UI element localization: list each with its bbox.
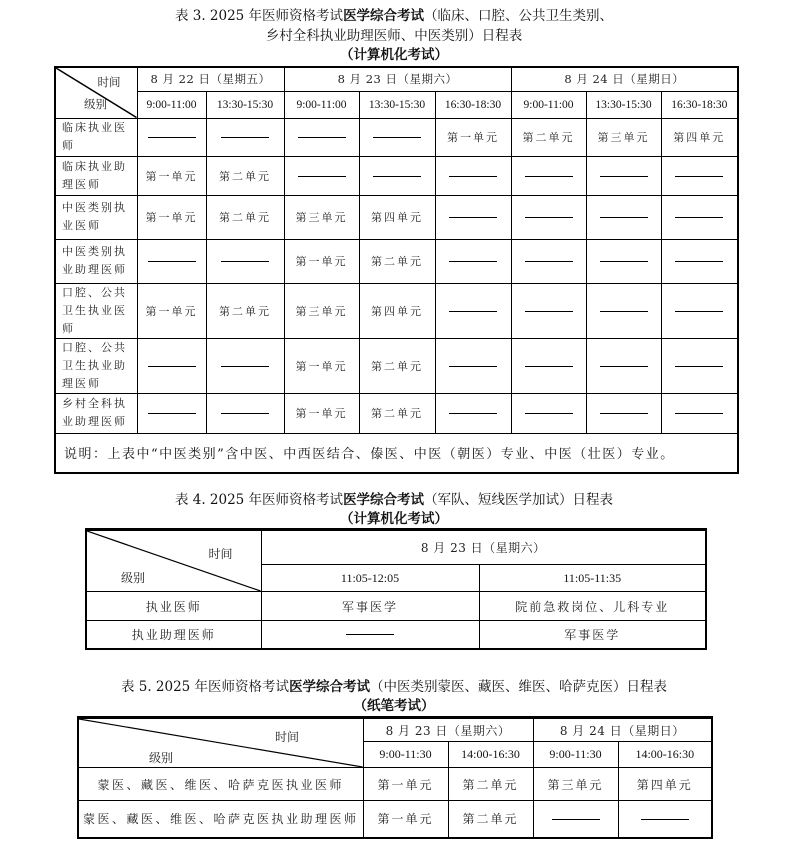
table4: [85, 528, 707, 650]
schedule-cell-empty: [206, 338, 284, 393]
dash-placeholder: [525, 217, 573, 218]
date-header: 8 月 23 日（星期六）: [363, 718, 533, 742]
schedule-cell-empty: [511, 239, 586, 283]
corner-level-label: 级别: [121, 571, 146, 585]
schedule-cell: 第一单元: [435, 118, 511, 156]
schedule-cell: 军事医学: [261, 592, 479, 621]
schedule-cell-empty: [661, 338, 738, 393]
dash-placeholder: [449, 217, 497, 218]
schedule-cell: 第一单元: [284, 393, 359, 433]
dash-placeholder: [675, 366, 723, 367]
schedule-cell-empty: [586, 283, 661, 338]
table4-corner-header: [86, 530, 261, 592]
schedule-cell-empty: [661, 195, 738, 239]
dash-placeholder: [221, 366, 269, 367]
table-row: [86, 621, 706, 649]
schedule-cell: 第二单元: [206, 283, 284, 338]
corner-time-label: 时间: [97, 75, 121, 89]
time-slot: 13:30-15:30: [359, 91, 435, 118]
dash-placeholder: [525, 311, 573, 312]
dash-placeholder: [298, 137, 346, 138]
schedule-cell-empty: [511, 393, 586, 433]
dash-placeholder: [148, 137, 196, 138]
schedule-cell: 第二单元: [359, 338, 435, 393]
schedule-cell-empty: [137, 393, 206, 433]
dash-placeholder: [148, 413, 196, 414]
row-label: 乡村全科执业助理医师: [55, 393, 137, 433]
date-header: 8 月 23 日（星期六）: [261, 530, 706, 565]
dash-placeholder: [600, 261, 648, 262]
time-slot: 9:00-11:30: [363, 742, 448, 768]
schedule-cell-empty: [359, 118, 435, 156]
schedule-cell: 第四单元: [359, 283, 435, 338]
row-label: 中医类别执业助理医师: [55, 239, 137, 283]
table5-corner-header: [78, 718, 363, 768]
corner-level-label: 级别: [149, 751, 174, 765]
table5-subtitle: （纸笔考试）: [353, 698, 435, 714]
table-row: [55, 283, 738, 338]
time-slot: 9:00-11:00: [137, 91, 206, 118]
time-slot: 11:05-11:35: [479, 565, 706, 592]
table4-caption-prefix: 表 4. 2025 年医师资格考试: [174, 492, 344, 508]
schedule-cell-empty: [511, 283, 586, 338]
schedule-cell: 第二单元: [359, 393, 435, 433]
table3-caption: [0, 7, 788, 25]
schedule-cell-empty: [284, 118, 359, 156]
schedule-cell: 第三单元: [586, 118, 661, 156]
table-row: [55, 393, 738, 433]
schedule-cell-empty: [661, 156, 738, 195]
dash-placeholder: [675, 261, 723, 262]
schedule-cell-empty: [435, 338, 511, 393]
schedule-cell: 第二单元: [206, 195, 284, 239]
dash-placeholder: [675, 311, 723, 312]
table4-caption-bold: 医学综合考试: [343, 492, 425, 508]
dash-placeholder: [298, 176, 346, 177]
table-row: [78, 768, 712, 801]
schedule-cell: 第二单元: [206, 156, 284, 195]
dash-placeholder: [148, 366, 196, 367]
schedule-cell-empty: [206, 118, 284, 156]
schedule-cell-empty: [435, 156, 511, 195]
schedule-cell: 第一单元: [137, 156, 206, 195]
table3: [54, 66, 739, 474]
schedule-cell: 第四单元: [618, 768, 712, 801]
schedule-cell-empty: [511, 338, 586, 393]
row-label: 临床执业助理医师: [55, 156, 137, 195]
dash-placeholder: [641, 819, 689, 820]
date-header: 8 月 24 日（星期日）: [533, 718, 712, 742]
table-row: [55, 195, 738, 239]
dash-placeholder: [449, 176, 497, 177]
corner-time-label: 时间: [208, 547, 233, 561]
time-slot: 11:05-12:05: [261, 565, 479, 592]
dash-placeholder: [221, 261, 269, 262]
schedule-cell-empty: [137, 239, 206, 283]
schedule-cell-empty: [618, 801, 712, 838]
table-row: [86, 592, 706, 621]
dash-placeholder: [221, 137, 269, 138]
table-row: [55, 338, 738, 393]
schedule-cell-empty: [661, 283, 738, 338]
dash-placeholder: [148, 261, 196, 262]
date-header: 8 月 23 日（星期六）: [284, 67, 511, 91]
time-slot: 16:30-18:30: [661, 91, 738, 118]
time-slot: 14:00-16:30: [448, 742, 533, 768]
table3-caption-line2: 乡村全科执业助理医师、中医类别）日程表: [265, 28, 523, 44]
schedule-cell: 第一单元: [284, 239, 359, 283]
table-row: [55, 118, 738, 156]
schedule-cell-empty: [586, 195, 661, 239]
row-label: 蒙医、藏医、维医、哈萨克医执业助理医师: [78, 801, 363, 838]
table5: [77, 716, 713, 839]
schedule-cell-empty: [586, 156, 661, 195]
schedule-cell: 第一单元: [363, 801, 448, 838]
dash-placeholder: [346, 634, 394, 635]
table5-caption: [0, 678, 788, 696]
dash-placeholder: [373, 176, 421, 177]
dash-placeholder: [552, 819, 600, 820]
schedule-cell: 第三单元: [284, 283, 359, 338]
row-label: 口腔、公共卫生执业助理医师: [55, 338, 137, 393]
dash-placeholder: [600, 311, 648, 312]
schedule-cell: 第二单元: [359, 239, 435, 283]
dash-placeholder: [675, 217, 723, 218]
table3-subtitle: （计算机化考试）: [340, 47, 448, 63]
dash-placeholder: [221, 413, 269, 414]
table-row: [55, 239, 738, 283]
schedule-cell: 第四单元: [359, 195, 435, 239]
date-header: 8 月 22 日（星期五）: [137, 67, 284, 91]
schedule-cell: 第四单元: [661, 118, 738, 156]
table5-caption-bold: 医学综合考试: [289, 679, 371, 695]
corner-time-label: 时间: [275, 730, 300, 744]
dash-placeholder: [525, 413, 573, 414]
row-label: 口腔、公共卫生执业医师: [55, 283, 137, 338]
dash-placeholder: [449, 261, 497, 262]
time-slot: 9:00-11:00: [511, 91, 586, 118]
diagonal-line: [79, 719, 363, 767]
table3-caption-bold: 医学综合考试: [343, 8, 425, 24]
row-label: 执业助理医师: [86, 621, 261, 649]
dash-placeholder: [449, 413, 497, 414]
table4-subtitle: （计算机化考试）: [340, 511, 448, 527]
dash-placeholder: [600, 413, 648, 414]
dash-placeholder: [449, 311, 497, 312]
schedule-cell-empty: [511, 195, 586, 239]
row-label: 执业医师: [86, 592, 261, 621]
schedule-cell: 第一单元: [284, 338, 359, 393]
time-slot: 13:30-15:30: [586, 91, 661, 118]
schedule-cell-empty: [261, 621, 479, 649]
schedule-cell-empty: [284, 156, 359, 195]
schedule-cell-empty: [137, 338, 206, 393]
dash-placeholder: [675, 413, 723, 414]
table3-caption-prefix: 表 3. 2025 年医师资格考试: [174, 8, 344, 24]
schedule-cell: 第一单元: [137, 283, 206, 338]
table5-caption-suffix: （中医类别蒙医、藏医、维医、哈萨克医）日程表: [370, 679, 668, 695]
table5-caption-prefix: 表 5. 2025 年医师资格考试: [120, 679, 290, 695]
time-slot: 16:30-18:30: [435, 91, 511, 118]
date-header: 8 月 24 日（星期日）: [511, 67, 738, 91]
schedule-cell: 第二单元: [448, 801, 533, 838]
schedule-cell-empty: [661, 393, 738, 433]
corner-level-label: 级别: [84, 96, 107, 111]
time-slot: 9:00-11:30: [533, 742, 618, 768]
schedule-cell: 第一单元: [363, 768, 448, 801]
row-label: 蒙医、藏医、维医、哈萨克医执业医师: [78, 768, 363, 801]
table-row: [78, 801, 712, 838]
dash-placeholder: [600, 217, 648, 218]
table4-caption: [0, 491, 788, 509]
schedule-cell-empty: [435, 393, 511, 433]
table-row: [55, 156, 738, 195]
time-slot: 9:00-11:00: [284, 91, 359, 118]
schedule-cell-empty: [586, 338, 661, 393]
dash-placeholder: [449, 366, 497, 367]
time-slot: 13:30-15:30: [206, 91, 284, 118]
dash-placeholder: [600, 366, 648, 367]
table3-note: 说明：上表中“中医类别”含中医、中西医结合、傣医、中医（朝医）专业、中医（壮医）专业。: [55, 433, 738, 473]
schedule-cell-empty: [206, 393, 284, 433]
schedule-cell-empty: [435, 239, 511, 283]
schedule-cell: 第三单元: [284, 195, 359, 239]
dash-placeholder: [600, 176, 648, 177]
row-label: 中医类别执业医师: [55, 195, 137, 239]
table3-corner-header: [55, 67, 137, 118]
schedule-cell: 第一单元: [137, 195, 206, 239]
schedule-cell-empty: [137, 118, 206, 156]
dash-placeholder: [525, 261, 573, 262]
schedule-cell: 军事医学: [479, 621, 706, 649]
schedule-cell-empty: [435, 195, 511, 239]
schedule-cell-empty: [359, 156, 435, 195]
schedule-cell: 第二单元: [511, 118, 586, 156]
diagonal-line: [87, 531, 261, 591]
schedule-cell-empty: [206, 239, 284, 283]
dash-placeholder: [525, 176, 573, 177]
schedule-cell: 第二单元: [448, 768, 533, 801]
schedule-cell: 院前急救岗位、儿科专业: [479, 592, 706, 621]
schedule-cell-empty: [435, 283, 511, 338]
schedule-cell-empty: [533, 801, 618, 838]
row-label: 临床执业医师: [55, 118, 137, 156]
dash-placeholder: [373, 137, 421, 138]
table3-caption-suffix: （临床、口腔、公共卫生类别、: [424, 8, 614, 24]
time-header-row: [55, 91, 738, 118]
schedule-cell-empty: [511, 156, 586, 195]
schedule-cell-empty: [661, 239, 738, 283]
schedule-cell-empty: [586, 393, 661, 433]
schedule-cell: 第三单元: [533, 768, 618, 801]
dash-placeholder: [675, 176, 723, 177]
schedule-cell-empty: [586, 239, 661, 283]
table4-caption-suffix: （军队、短线医学加试）日程表: [424, 492, 614, 508]
dash-placeholder: [525, 366, 573, 367]
time-slot: 14:00-16:30: [618, 742, 712, 768]
